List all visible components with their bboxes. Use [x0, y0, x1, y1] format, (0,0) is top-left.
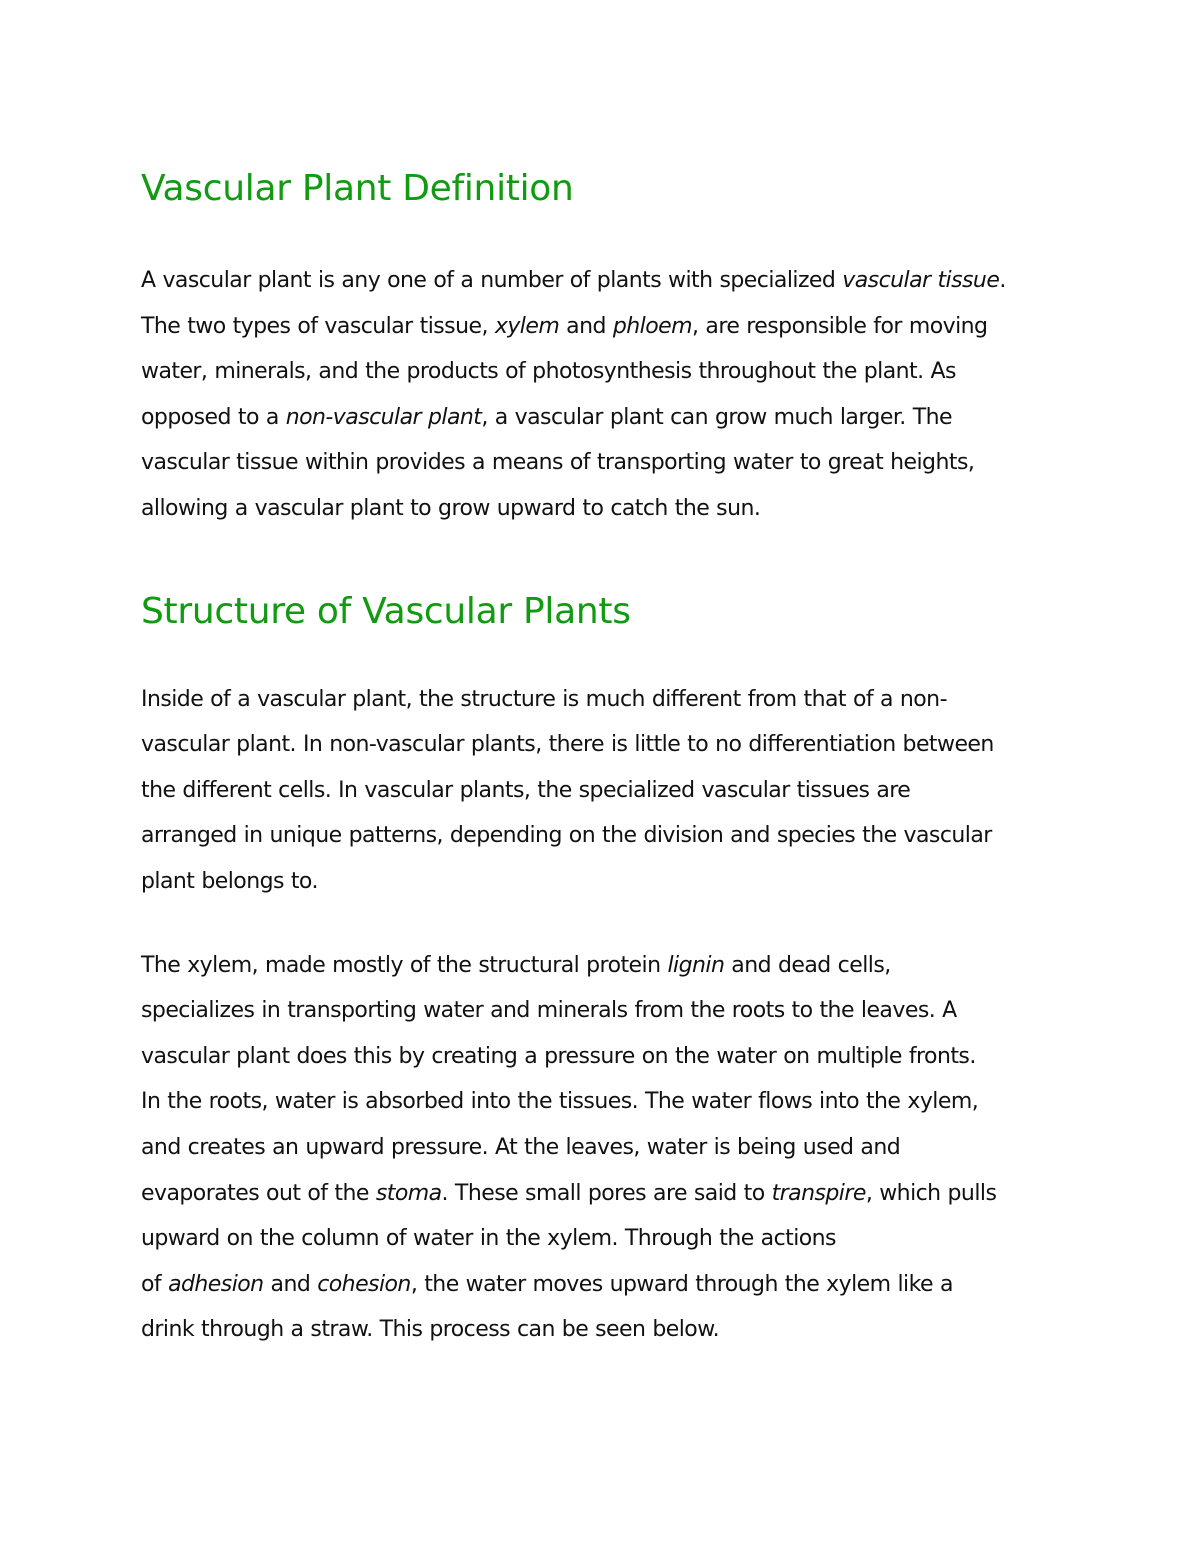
text-run: and dead cells,	[724, 952, 891, 978]
italic-term: lignin	[667, 952, 725, 978]
text-run: and	[263, 1271, 318, 1297]
text-run: vascular plant does this by creating a pressure on the water on multiple fronts.	[141, 1043, 976, 1069]
italic-term: adhesion	[168, 1271, 264, 1297]
text-run: opposed to a	[141, 404, 286, 430]
text-run: vascular plant. In non-vascular plants, there is little to no differentiation between	[141, 732, 994, 758]
italic-term: stoma	[375, 1180, 442, 1206]
text-run: drink through a straw. This process can be seen below.	[141, 1317, 720, 1343]
text-line	[141, 1307, 1066, 1353]
paragraph-definition	[141, 258, 1066, 532]
text-run: . These small pores are said to	[441, 1180, 772, 1206]
italic-term: non-vascular plant	[285, 404, 482, 430]
text-line	[141, 813, 1066, 859]
text-line	[141, 1216, 1066, 1262]
text-run: vascular tissue within provides a means of transporting water to great heights,	[141, 450, 975, 476]
text-run: specializes in transporting water and minerals from the roots to the leaves. A	[141, 998, 957, 1024]
text-run: the different cells. In vascular plants, the specialized vascular tissues are	[141, 777, 911, 803]
text-line	[141, 859, 1066, 905]
text-run: and	[559, 313, 613, 339]
text-line	[141, 988, 1066, 1034]
text-run: The two types of vascular tissue,	[141, 313, 495, 339]
text-line	[141, 395, 1066, 441]
italic-term: phloem	[612, 313, 693, 339]
text-line	[141, 1171, 1066, 1217]
text-run: , are responsible for moving	[692, 313, 988, 339]
text-run: .	[999, 268, 1006, 293]
text-run: allowing a vascular plant to grow upward to catch the sun.	[141, 495, 761, 521]
text-line	[141, 677, 1066, 723]
italic-term: transpire	[771, 1180, 866, 1206]
text-run: upward on the column of water in the xylem. Through the actions	[141, 1226, 836, 1252]
text-line	[141, 486, 1066, 532]
section-heading-vascular-plant-definition: Vascular Plant Definition	[141, 168, 574, 209]
text-run: water, minerals, and the products of photosynthesis throughout the plant. As	[141, 359, 956, 385]
text-run: A vascular plant is any one of a number of plants with specialized	[141, 268, 843, 293]
text-run: of	[141, 1271, 169, 1297]
text-line	[141, 304, 1066, 350]
italic-term: cohesion	[317, 1271, 411, 1297]
text-line	[141, 349, 1066, 395]
text-run: arranged in unique patterns, depending on the division and species the vascular	[141, 823, 992, 849]
text-run: plant belongs to.	[141, 868, 318, 894]
italic-term: vascular tissue	[842, 268, 1000, 293]
italic-term: xylem	[494, 313, 560, 339]
text-run: In the roots, water is absorbed into the tissues. The water flows into the xylem,	[141, 1089, 979, 1115]
text-line	[141, 1079, 1066, 1125]
text-run: , the water moves upward through the xylem like a	[410, 1271, 953, 1297]
paragraph-structure	[141, 677, 1066, 905]
text-run: , which pulls	[865, 1180, 997, 1206]
text-run: The xylem, made mostly of the structural protein	[141, 952, 668, 978]
text-line	[141, 722, 1066, 768]
text-run: Inside of a vascular plant, the structure is much different from that of a non-	[141, 686, 947, 712]
paragraph-xylem	[141, 943, 1066, 1353]
text-line	[141, 1034, 1066, 1080]
text-line	[141, 768, 1066, 814]
text-line	[141, 1262, 1066, 1308]
text-line	[141, 1125, 1066, 1171]
text-run: evaporates out of the	[141, 1180, 376, 1206]
text-line	[141, 258, 1066, 304]
section-heading-structure-of-vascular-plants: Structure of Vascular Plants	[141, 590, 631, 632]
text-run: , a vascular plant can grow much larger. The	[481, 404, 952, 430]
document-body	[141, 164, 1066, 1353]
text-line	[141, 440, 1066, 486]
text-run: and creates an upward pressure. At the leaves, water is being used and	[141, 1134, 901, 1160]
text-line	[141, 943, 1066, 989]
